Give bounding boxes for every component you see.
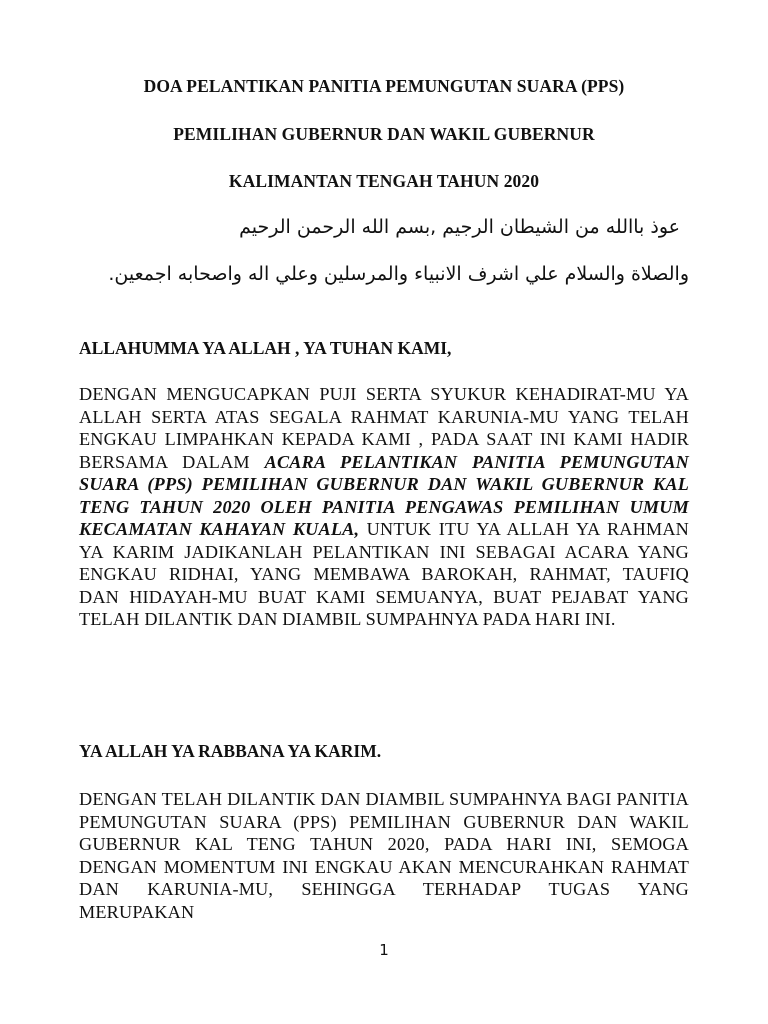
arabic-line-1: عوذ باالله من الشيطان الرجيم ,بسم الله الرحمن الرحيم [239, 216, 680, 238]
heading-allahumma: ALLAHUMMA YA ALLAH , YA TUHAN KAMI, [79, 338, 452, 358]
paragraph-1-start: DENGAN MENGUCAPKAN PUJI SERTA SYUKUR KEHADIRAT-MU YA ALLAH SERTA ATAS SEGALA RAHMAT KARUNIA-MU YANG TELAH ENGKAU LIMPAHKAN KEPADA KAMI , PADA SAAT INI KAMI HADIR BERSAMA DALAM [79, 384, 689, 472]
arabic-line-2: والصلاة والسلام علي اشرف الانبياء والمرسلين وعلي اله واصحابه اجمعين. [108, 263, 689, 285]
paragraph-1-end: UNTUK ITU YA ALLAH YA RAHMAN YA KARIM JADIKANLAH PELANTIKAN INI SEBAGAI ACARA YANG ENGKAU RIDHAI, YANG MEMBAWA BAROKAH, RAHMAT, TAUFIQ DAN HIDAYAH-MU BUAT KAMI SEMUANYA, BUAT PEJABAT YANG TELAH DILANTIK DAN DIAMBIL SUMPAHNYA PADA HARI INI. [79, 519, 689, 630]
paragraph-2: DENGAN TELAH DILANTIK DAN DIAMBIL SUMPAHNYA BAGI PANITIA PEMUNGUTAN SUARA (PPS) PEMILIHAN GUBERNUR DAN WAKIL GUBERNUR KAL TENG TAHUN 2020, PADA HARI INI, SEMOGA DENGAN MOMENTUM INI ENGKAU AKAN MENCURAHKAN RAHMAT DAN KARUNIA-MU, SEHINGGA TERHADAP TUGAS YANG MERUPAKAN [79, 789, 689, 922]
paragraph-1-emphasis: ACARA PELANTIKAN PANITIA PEMUNGUTAN SUARA (PPS) PEMILIHAN GUBERNUR DAN WAKIL GUBERNUR KAL TENG TAHUN 2020 OLEH PANITIA PENGAWAS PEMILIHAN UMUM KECAMATAN KAHAYAN KUALA, [79, 451, 689, 540]
title-line-2: PEMILIHAN GUBERNUR DAN WAKIL GUBERNUR [173, 124, 595, 144]
title-line-3: KALIMANTAN TENGAH TAHUN 2020 [228, 171, 540, 191]
page-number: 1 [379, 941, 389, 959]
heading-ya-allah: YA ALLAH YA RABBANA YA KARIM. [79, 741, 382, 761]
title-line-1: DOA PELANTIKAN PANITIA PEMUNGUTAN SUARA (PPS) [143, 76, 625, 96]
paragraph-1 [79, 383, 689, 631]
